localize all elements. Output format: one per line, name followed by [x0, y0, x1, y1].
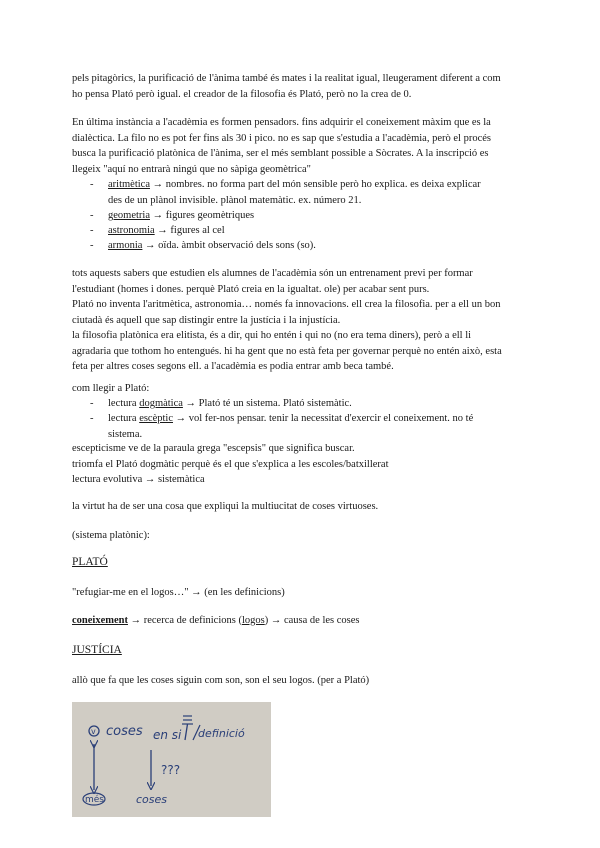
text-fragment: → recerca de definicions (	[127, 615, 242, 626]
text-line: ho pensa Plató però igual. el creador de la filosofia és Plató, però no la crea de 0.	[72, 88, 412, 100]
label-mes: més	[85, 795, 104, 805]
text-line: ciutadà és aquell que sap distingir entre la justícia i la injustícia.	[72, 314, 341, 326]
list-text: → nombres. no forma part del món sensible però ho explica. es deixa explicar	[149, 179, 481, 190]
text-line: la filosofia platònica era elitista, és a dir, qui ho entén i qui no (no era tema diners), però a ell li	[72, 330, 472, 341]
term-geometria: geometria	[108, 210, 150, 221]
paragraph-escepticisme	[72, 441, 534, 488]
paragraph-coneixement	[72, 613, 534, 629]
heading-justicia: JUSTÍCIA	[72, 644, 122, 656]
paragraph-justicia	[72, 673, 534, 689]
term-dogmatica: dogmàtica	[139, 398, 183, 409]
text-line: agradaria que tothom ho entengués. hi ha gent que no està feta per governar perquè no entén això, esta	[72, 345, 502, 357]
list-text: → figures al cel	[154, 225, 225, 236]
text-line	[72, 613, 534, 629]
text-line: triomfa el Plató dogmàtic perquè és el que s'explica a les escoles/batxillerat	[72, 458, 389, 470]
list-text: → vol fer-nos pensar. tenir la necessitat d'exercir el coneixement. no té	[173, 413, 474, 424]
text-line: dialèctica. La filo no es pot fer fins als 30 i pico. no es sap que s'estudia a l'acadèmia, però el procés	[72, 132, 491, 144]
label-en-si: en si	[153, 728, 182, 742]
text-line: feta per altres coses segons ell. a l'acadèmia es podia entrar amb beca també.	[72, 361, 394, 372]
paragraph-academia	[72, 115, 534, 177]
label-coses-top: coses	[106, 724, 143, 739]
list-prefix: lectura	[108, 398, 140, 409]
term-esceptic: escèptic	[139, 413, 173, 424]
handwritten-notes-photo	[72, 702, 271, 817]
text-fragment: ) → causa de les coses	[264, 615, 360, 626]
paragraph-com-llegir	[72, 381, 534, 397]
term-logos: logos	[241, 615, 265, 626]
text-line: (sistema platònic):	[72, 530, 150, 541]
text-line: En última instància a l'acadèmia es formen pensadors. fins adquirir el coneixement màxim que es la	[72, 117, 491, 128]
text-line: l'estudiant (homes i dones. perquè Plató creia en la igualtat. ole) per acabar sent purs.	[72, 283, 430, 295]
paragraph-logos	[72, 585, 534, 601]
paragraph-sistema	[72, 528, 534, 544]
list-text: des de un plànol invisible. plànol matemàtic. ex. número 21.	[108, 194, 362, 206]
text-line: allò que fa que les coses siguin com son, son el seu logos. (per a Plató)	[72, 675, 370, 686]
question-marks: ???	[161, 763, 181, 777]
text-line: "refugiar-me en el logos…" → (en les definicions)	[72, 587, 285, 598]
term-aritmetica: aritmètica	[108, 179, 150, 190]
text-line: llegeix "aquí no entrarà ningú que no sàpiga geomètrica"	[72, 163, 311, 175]
text-line: escepticisme ve de la paraula grega "escepsis" que significa buscar.	[72, 443, 355, 454]
text-line: Plató no inventa l'aritmètica, astronomia… només fa innovacions. ell crea la filosofia. per a ell un bon	[72, 299, 501, 310]
list-text: → Plató té un sistema. Plató sistemàtic.	[182, 398, 352, 409]
term-astronomia: astronomia	[108, 225, 155, 236]
term-armonia: armonia	[108, 240, 143, 251]
paragraph-virtut	[72, 499, 534, 515]
text-line: lectura evolutiva → sistemàtica	[72, 474, 205, 485]
paragraph-sabers	[72, 266, 534, 375]
text-line: la virtut ha de ser una cosa que expliqui la multiucitat de coses virtuoses.	[72, 501, 379, 512]
text-line: pels pitagòrics, la purificació de l'ànima també és mates i la realitat igual, lleugerament diferent a com	[72, 73, 501, 84]
heading-plato: PLATÓ	[72, 556, 108, 568]
label-definicio: definició	[198, 727, 245, 740]
text-line: tots aquests sabers que estudien els alumnes de l'acadèmia són un entrenament previ per formar	[72, 268, 473, 279]
term-coneixement: coneixement	[72, 615, 128, 626]
document-page: pels pitagòrics, la purificació de l'ànima també és mates i la realitat igual, lleugerament diferent a com ho pensa Plató però igual. el creador de la filosofia és Plató, però no la crea de 0. En última instància a l'acadèmia es formen pensadors. fins adquirir el coneixement màxim que es la dialèctica. La filo no es pot fer fins als 30 i pico. no es sap que s'estudia a l'acadèmia, però el procés busca la purificació platònica de l'ànima, ser el més semblant possible a Sòcrates. A la inscripció es llegeix "aquí no entrarà ningú que no sàpiga geomètrica" - aritmètica → nombres. no forma part del món sensible però ho explica. es deixa explicar des de un plànol invisible. plànol matemàtic. ex. número 21. - geometria → figures geomètriques - astronomia → figures al cel - armonia → oïda. àmbit observació dels sons (so). tots aquests sabers que estudien els alumnes de l'acadèmia són un entrenament previ per formar l'estudiant (homes i dones. perquè Plató creia en la igualtat. ole) per acabar sent purs. Plató no inventa l'aritmètica, astronomia… només fa innovacions. ell crea la filosofia. per a ell un bon ciutadà és aquell que sap distingir entre la justícia i la injustícia. la filosofia platònica era elitista, és a dir, qui ho entén i qui no (no era tema diners), però a ell li agradaria que tothom ho entengués. hi ha gent que no està feta per governar perquè no entén això, esta feta per altres coses segons ell. a l'acadèmia es podia entrar amb beca també. com llegir a Plató: - lectura dogmàtica → Plató té un sistema. Plató sistemàtic. - lectura escèptic → vol fer-nos pensar. tenir la necessitat d'exercir el coneixement. no té sistema. escepticisme ve de la paraula grega "escepsis" que significa buscar. triomfa el Plató dogmàtic perquè és el que s'explica a les escoles/batxillerat lectura evolutiva → sistemàtica la virtut ha de ser una cosa que expliqui la multiucitat de coses virtuoses. (sistema platònic): PLATÓ "refugiar-me en el logos…" → (en les definicions) coneixement → recerca de definicions (logos) → causa de les coses JUSTÍCIA allò que fa que les coses siguin com son, son el seu logos. (per a Plató) v coses en si definició ??? més coses	[0, 0, 600, 848]
list-text: sistema.	[108, 428, 143, 440]
paragraph-pitagorics	[72, 71, 534, 102]
list-text: → figures geomètriques	[149, 210, 255, 221]
list-prefix: lectura	[108, 413, 140, 424]
list-text: → oïda. àmbit observació dels sons (so).	[142, 240, 316, 251]
text-line: com llegir a Plató:	[72, 383, 150, 394]
text-line: busca la purificació platònica de l'ànima, ser el més semblant possible a Sòcrates. A la inscripció es	[72, 148, 489, 159]
label-coses-bottom: coses	[136, 793, 168, 806]
v-mark: v	[91, 727, 96, 736]
